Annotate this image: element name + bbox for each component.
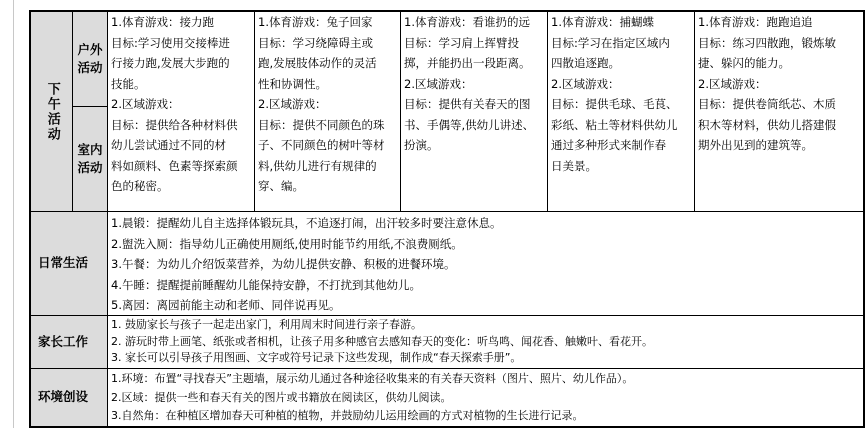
list-item: 4.午睡：提醒提前睡醒幼儿能保持安静，不打扰到其他幼儿。 [111, 277, 421, 292]
text-line: 目标:学习在指定区域内 [551, 35, 670, 50]
list-item: 3.午餐：为幼儿介绍饭菜营养，为幼儿提供安静、积极的进餐环境。 [111, 257, 456, 271]
text-line: 1.体育游戏：捕蝴蝶 [551, 15, 654, 29]
text-line: 目标：提供卷筒纸芯、木质 [698, 97, 836, 111]
list-item: 2.盥洗入厕：指导幼儿正确使用厕纸,使用时能节约用纸,不浪费厕纸。 [111, 236, 463, 251]
text-line: 彩纸、粘土等材料供幼儿 [551, 117, 678, 132]
afternoon-activity-header [31, 12, 73, 212]
list-item: 1. 鼓励家长与孩子一起走出家门，利用周末时间进行亲子春游。 [111, 318, 422, 331]
text-line: 1.体育游戏：跑跑追追 [698, 15, 813, 29]
text-line: 目标：学习肩上挥臂投 [404, 35, 519, 50]
text-line: 积木等材料，供幼儿搭建假 [698, 117, 836, 132]
text-line: 目标：提供给各种材料供 [111, 117, 238, 132]
text-line: 1.体育游戏：看谁扔的远 [404, 15, 530, 29]
daily-life-label: 日常生活 [38, 255, 89, 271]
parent-work-label: 家长工作 [38, 333, 89, 349]
text-line: 跑,发展肢体动作的灵活 [258, 56, 377, 70]
text-line: 掷，并能扔出一段距离。 [404, 56, 531, 70]
text-line: 目标：练习四散跑，锻炼敏 [698, 35, 836, 50]
text-line: 2.区域游戏： [551, 76, 620, 91]
environment-header [31, 369, 108, 426]
text-line: 目标：提供毛球、毛茛、 [551, 97, 678, 111]
indoor-activity-header [73, 107, 108, 212]
text-line: 子、不同颜色的树叶等材 [258, 138, 385, 152]
text-line: 料如颜料、色素等探索颜 [111, 158, 238, 173]
text-line: 性和协调性。 [258, 76, 327, 91]
tuesday-activities [255, 12, 401, 212]
text-line: 2.区域游戏： [404, 76, 473, 91]
list-item: 2.区域：提供一些和春天有关的图片或书籍放在阅读区，供幼儿阅读。 [111, 390, 452, 404]
text-line: 四散追逐跑。 [551, 56, 620, 70]
text-line: 行接力跑,发展大步跑的 [111, 56, 230, 70]
text-line: 1.体育游戏：兔子回家 [258, 15, 373, 29]
environment-content [108, 369, 863, 426]
text-line: 1.体育游戏：接力跑 [111, 15, 214, 29]
environment-label: 环境创设 [38, 389, 89, 405]
text-line: 期外出见到的建筑等。 [698, 138, 813, 152]
parent-work-content [108, 316, 863, 369]
text-line: 2.区域游戏： [111, 97, 180, 111]
text-line: 目标：学习绕障碍主或 [258, 35, 373, 50]
list-item: 5.离园：离园前能主动和老师、同伴说再见。 [111, 298, 341, 312]
list-item: 1.晨锻：提醒幼儿自主选择体锻玩具，不追逐打闹，出汗较多时要注意休息。 [111, 216, 502, 230]
text-line: 幼儿尝试通过不同的材 [111, 138, 226, 152]
page-margin [0, 0, 14, 428]
daily-life-content [108, 212, 863, 316]
list-item: 3.自然角：在种植区增加春天可种植的植物，并鼓励幼儿运用绘画的方式对植物的生长进行记录。 [111, 409, 584, 422]
text-line: 书、手偶等,供幼儿讲述、 [404, 117, 535, 132]
text-line: 日美景。 [551, 158, 597, 173]
text-line: 技能。 [111, 76, 146, 91]
monday-activities [108, 12, 255, 212]
outdoor-activity-label: 户外活动 [77, 42, 103, 75]
weekly-plan-table [29, 10, 865, 428]
text-line: 料,供幼儿进行有规律的 [258, 158, 377, 173]
text-line: 通过多种形式来制作春 [551, 138, 666, 152]
text-line: 色的秘密。 [111, 179, 169, 193]
indoor-activity-label: 室内活动 [77, 142, 103, 175]
text-line: 捷、躲闪的能力。 [698, 56, 790, 70]
outdoor-activity-header [73, 12, 108, 107]
parent-work-header [31, 316, 108, 369]
text-line: 目标:学习使用交接棒进 [111, 35, 230, 50]
list-item: 2. 游玩时带上画笔、纸张或者相机，让孩子用多种感官去感知春天的变化：听鸟鸣、闻花香、触嫩叶、看花开。 [111, 334, 653, 348]
text-line: 2.区域游戏： [698, 76, 767, 91]
afternoon-activity-label: 下午活动 [44, 81, 60, 142]
text-line: 2.区域游戏： [258, 97, 327, 111]
wednesday-activities [401, 12, 548, 212]
daily-life-header [31, 212, 108, 316]
list-item: 3. 家长可以引导孩子用图画、文字或符号记录下这些发现，制作成“春天探索手册”。 [111, 351, 522, 364]
text-line: 穿、编。 [258, 179, 304, 193]
thursday-activities [548, 12, 695, 212]
text-line: 目标：提供有关春天的图 [404, 97, 531, 111]
text-line: 目标：提供不同颜色的珠 [258, 117, 385, 132]
list-item: 1.环境：布置“寻找春天”主题墙，展示幼儿通过各种途径收集来的有关春天资料（图片、照片、幼儿作品）。 [111, 372, 634, 385]
friday-activities [695, 12, 863, 212]
text-line: 扮演。 [404, 138, 439, 152]
